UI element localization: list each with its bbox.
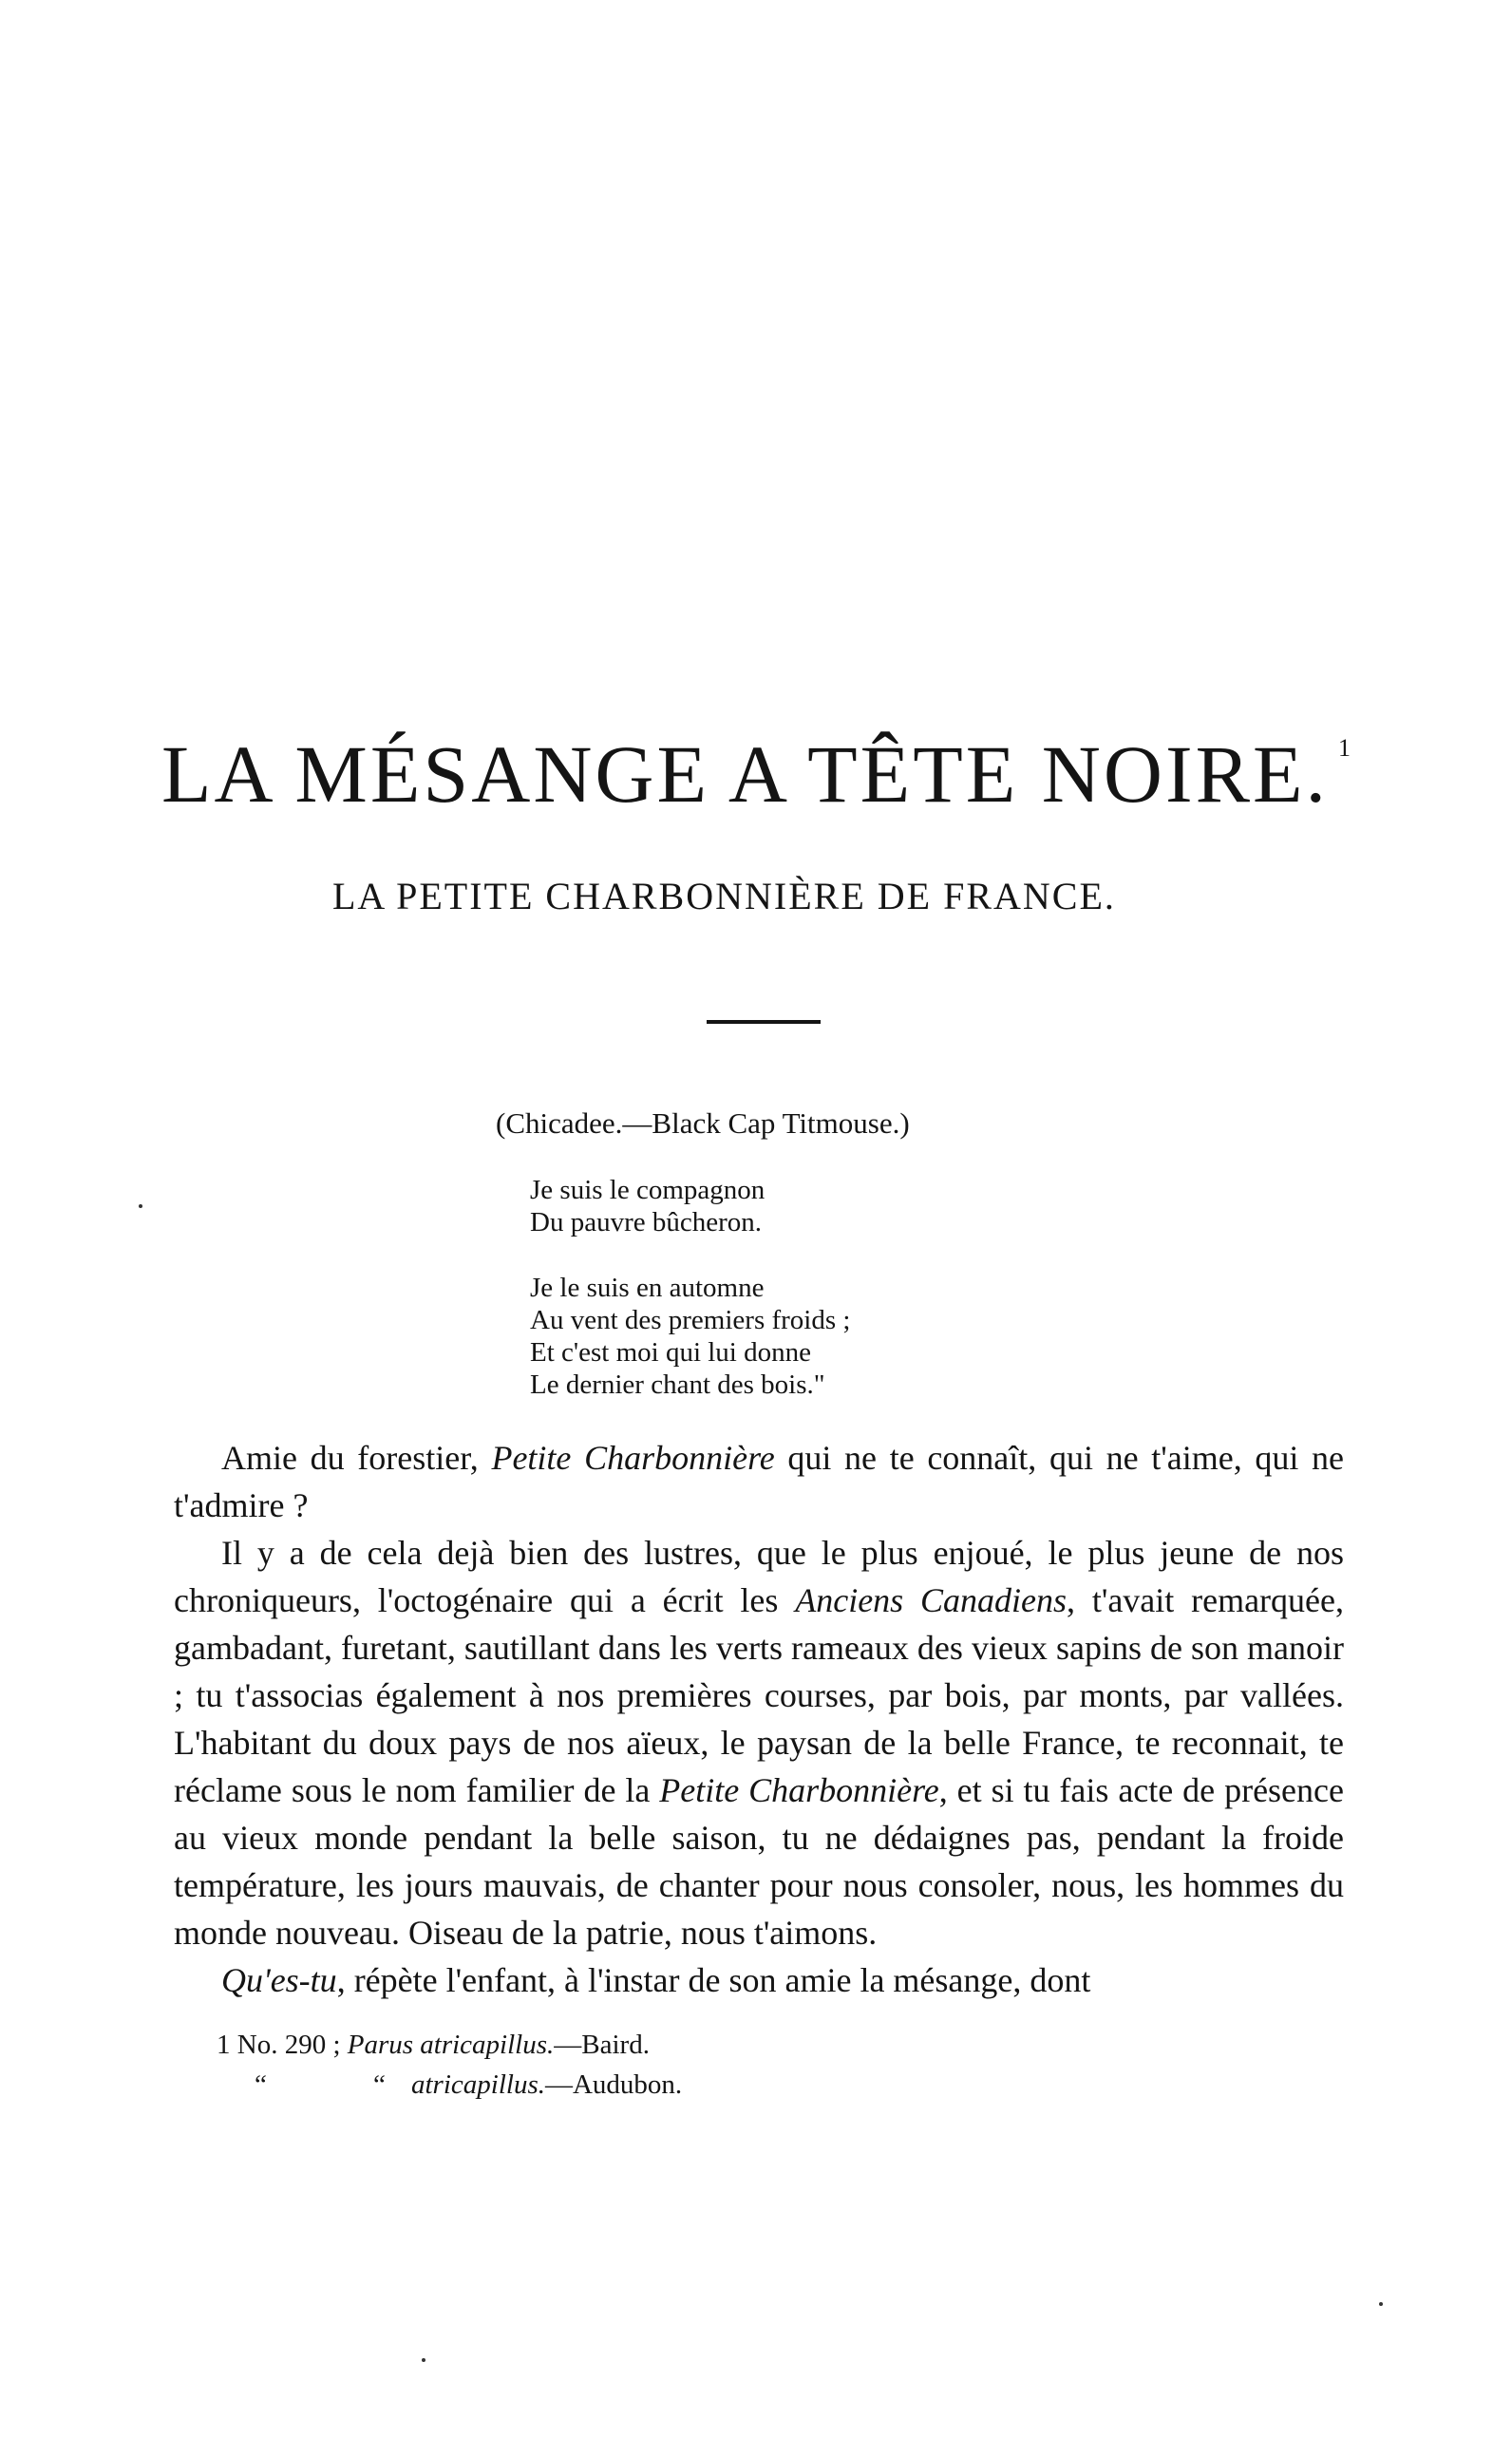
print-speck xyxy=(1379,2302,1383,2306)
italic-run: Qu'es-tu xyxy=(221,1961,337,1999)
text-run: Il y a de cela dejà bien des lustres, que le plus enjoué, le plus jeune de nos chroniqueurs, l'octogénaire qui a écrit les xyxy=(174,1534,1344,1619)
paragraph-3 xyxy=(174,1956,1344,2004)
italic-run: Petite Charbonnière xyxy=(491,1439,775,1477)
text-run: , répète l'enfant, à l'instar de son amie la mésange, dont xyxy=(336,1961,1091,1999)
print-speck xyxy=(139,1204,142,1208)
verse-stanza-2: Je le suis en automne Au vent des premiers froids ; Et c'est moi qui lui donne Le dernier chant des bois." xyxy=(530,1273,851,1400)
paragraph-1 xyxy=(174,1434,1344,1529)
page-subtitle: LA PETITE CHARBONNIÈRE DE FRANCE. xyxy=(332,875,1116,917)
verse-stanza-1: Je suis le compagnon Du pauvre bûcheron. xyxy=(530,1175,765,1237)
footnote-1 xyxy=(217,2025,1344,2065)
page-title xyxy=(161,727,1396,822)
footnote-2 xyxy=(217,2065,1344,2105)
text-run: —Baird. xyxy=(554,2030,650,2060)
footnote-number: 1 xyxy=(217,2030,231,2060)
text-run: , et si tu fais acte de présence au vieux monde pendant la belle saison, tu ne dédaignes pas, pendant la froide température, les jours mauvais, de chanter pour nous consoler, nous, les hommes du monde nouveau. Oiseau de la patrie, nous t'aimons. xyxy=(174,1771,1344,1952)
title-divider xyxy=(707,1020,821,1024)
body-text xyxy=(174,1434,1344,2105)
italic-run: atricapillus. xyxy=(411,2069,545,2100)
text-run: qui ne te connaît, qui ne t'aime, qui ne t'admire ? xyxy=(174,1439,1344,1524)
ditto-mark: “ xyxy=(373,2069,386,2100)
italic-run: Anciens Canadiens xyxy=(795,1581,1068,1619)
text-run: Amie du forestier, xyxy=(221,1439,492,1477)
title-text: LA MÉSANGE A TÊTE NOIRE. xyxy=(161,728,1330,820)
italic-run: Petite Charbonnière xyxy=(659,1771,939,1809)
ditto-mark: “ xyxy=(255,2069,267,2100)
italic-run: Parus atricapillus. xyxy=(347,2030,555,2060)
text-run: , t'avait remarquée, gambadant, furetant, sautillant dans les verts rameaux des vieux sapins de son manoir ; tu t'associas également à nos premières courses, par bois, par monts, par vallées. L'habitant du doux pays de nos aïeux, le paysan de la belle France, te reconnait, te réclame sous le nom familier de la xyxy=(174,1581,1345,1809)
paragraph-2 xyxy=(174,1529,1344,1956)
text-run: —Audubon. xyxy=(544,2069,683,2100)
print-speck xyxy=(422,2358,425,2362)
footnotes xyxy=(217,2025,1344,2105)
text-run: No. 290 ; xyxy=(230,2030,348,2060)
epigraph-heading: (Chicadee.—Black Cap Titmouse.) xyxy=(496,1106,910,1140)
footnote-marker: 1 xyxy=(1338,734,1354,762)
